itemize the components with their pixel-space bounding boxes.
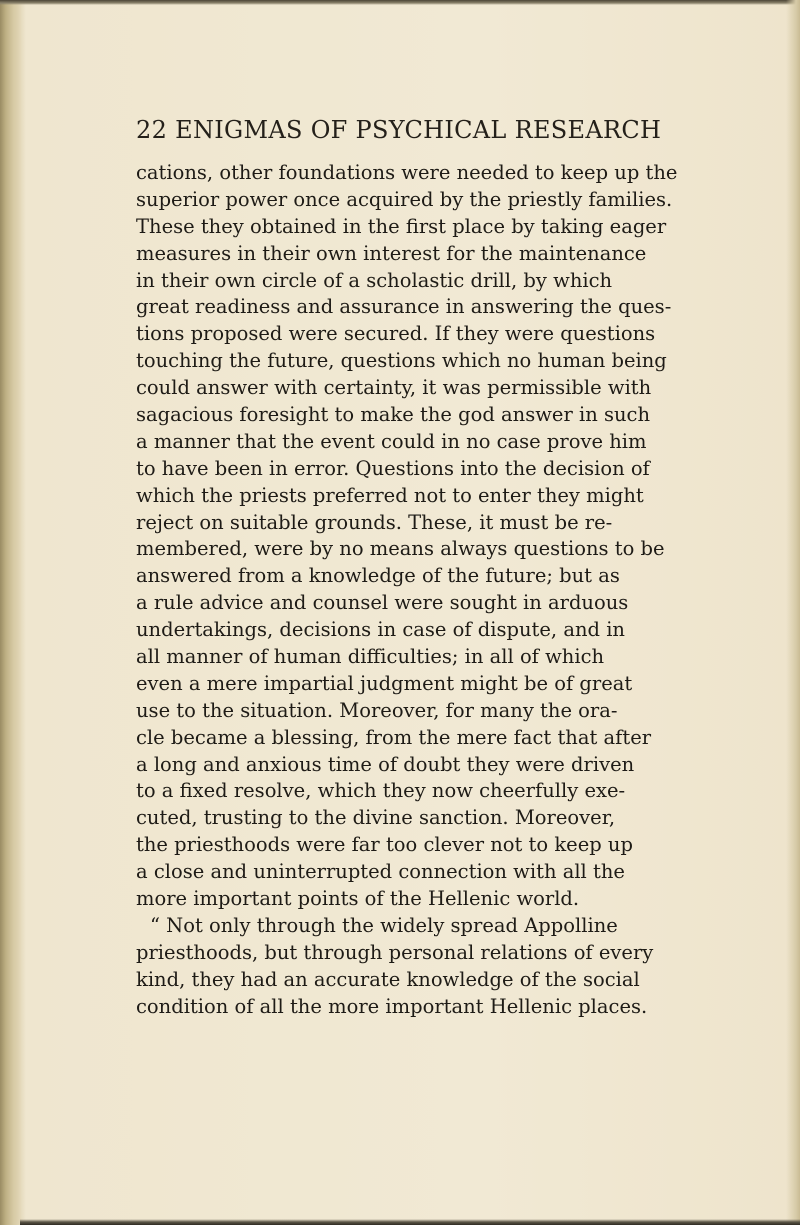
text-line: cuted, trusting to the divine sanction. Moreover, — [136, 806, 616, 830]
text-line: all manner of human difficulties; in all of which — [136, 645, 605, 669]
text-line: to have been in error. Questions into the decision of — [136, 456, 650, 480]
text-line: kind, they had an accurate knowledge of the social — [136, 967, 640, 991]
text-line: These they obtained in the first place by taking eager — [136, 214, 667, 238]
text-line: the priesthoods were far too clever not to keep up — [136, 833, 633, 857]
text-line: reject on suitable grounds. These, it must be re- — [136, 510, 613, 534]
text-line: even a mere impartial judgment might be of great — [136, 671, 633, 695]
text-line: sagacious foresight to make the god answer in such — [136, 403, 651, 427]
bottom-edge-shadow — [20, 1219, 800, 1225]
text-line: could answer with certainty, it was permissible with — [136, 376, 652, 400]
text-line: use to the situation. Moreover, for many the ora- — [136, 698, 618, 722]
body-text — [136, 160, 776, 1021]
text-line: superior power once acquired by the priestly families. — [136, 187, 673, 211]
text-line: a rule advice and counsel were sought in arduous — [136, 591, 629, 615]
text-line: a close and uninterrupted connection with all the — [136, 860, 625, 884]
text-line: answered from a knowledge of the future; but as — [136, 564, 620, 588]
running-header — [136, 116, 776, 144]
text-line: to a fixed resolve, which they now cheerfully exe- — [136, 779, 626, 803]
text-line: a long and anxious time of doubt they were driven — [136, 752, 635, 776]
text-line: membered, were by no means always questions to be — [136, 537, 665, 561]
text-line: more important points of the Hellenic world. — [136, 887, 580, 911]
text-line: priesthoods, but through personal relations of every — [136, 940, 654, 964]
text-line: cle became a blessing, from the mere fact that after — [136, 725, 652, 749]
text-line: condition of all the more important Hellenic places. — [136, 994, 648, 1018]
text-line: which the priests preferred not to enter they might — [136, 483, 644, 507]
page-number: 22 — [136, 116, 168, 144]
page-spine-shadow — [0, 0, 26, 1225]
right-page-edge — [786, 0, 800, 1225]
text-line: measures in their own interest for the maintenance — [136, 241, 647, 265]
running-title: ENIGMAS OF PSYCHICAL RESEARCH — [175, 116, 662, 144]
text-line: a manner that the event could in no case prove him — [136, 429, 647, 453]
top-edge-shadow — [0, 0, 800, 5]
text-line: in their own circle of a scholastic drill, by which — [136, 268, 613, 292]
text-line: undertakings, decisions in case of dispute, and in — [136, 618, 625, 642]
text-line-paragraph-start: “ Not only through the widely spread Appolline — [150, 913, 618, 937]
text-line: great readiness and assurance in answering the ques- — [136, 295, 672, 319]
text-line: cations, other foundations were needed to keep up the — [136, 161, 678, 184]
text-line: tions proposed were secured. If they were questions — [136, 322, 656, 346]
text-line: touching the future, questions which no human being — [136, 349, 667, 373]
